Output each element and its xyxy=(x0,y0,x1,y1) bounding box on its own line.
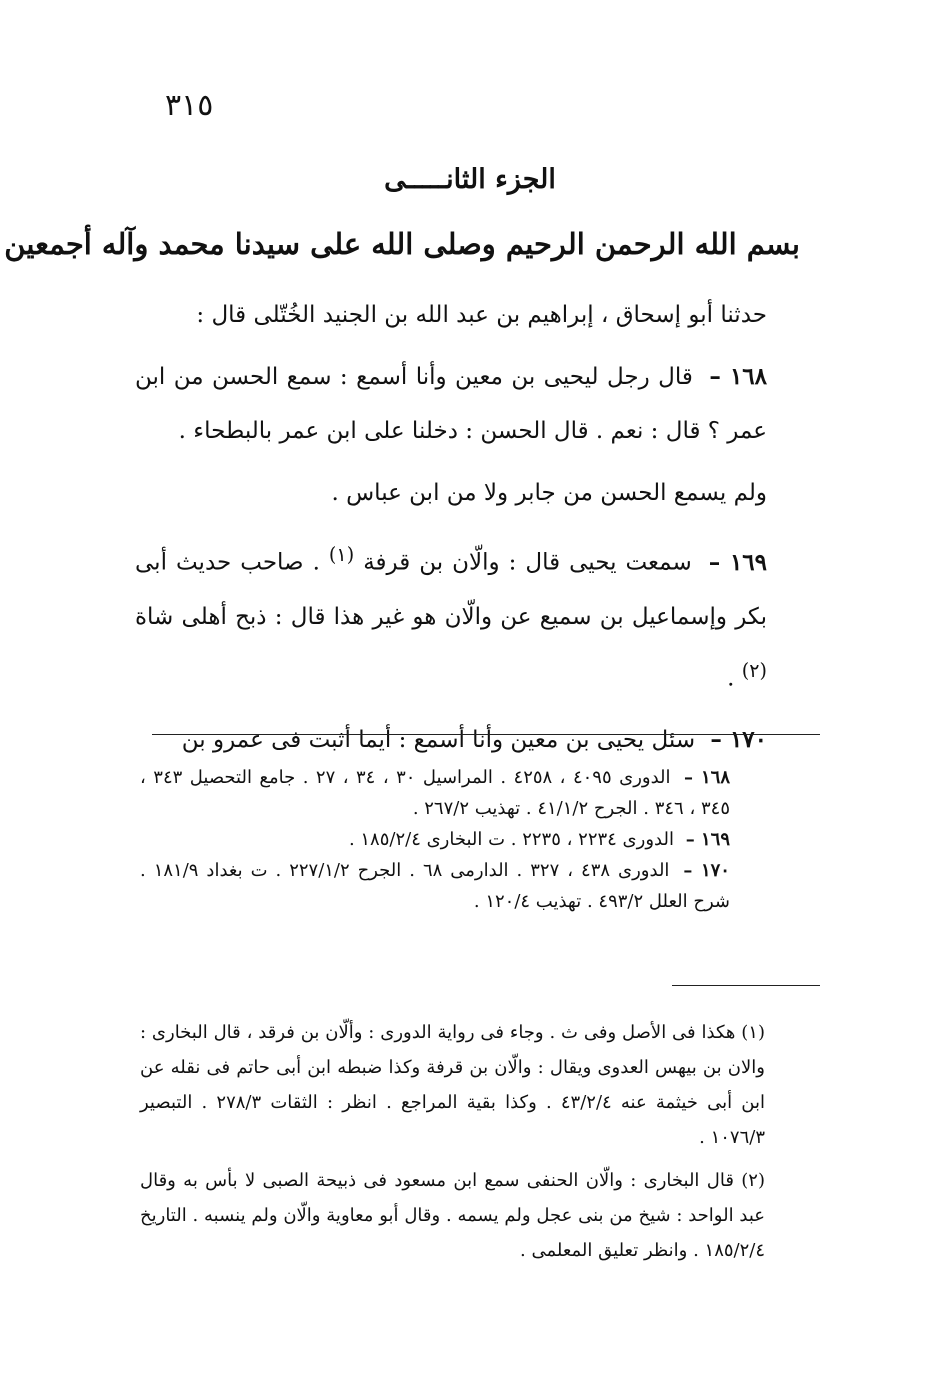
entry-text: قال رجل ليحيى بن معين وأنا أسمع : سمع الحسن من ابن عمر ؟ قال : نعم . قال الحسن : دخلنا على ابن عمر بالبطحاء . xyxy=(135,364,767,444)
reference-text: الدورى ٢٢٣٤ ، ٢٢٣٥ . ت البخارى ١٨٥/٢/٤ . xyxy=(348,829,674,850)
footnotes-block xyxy=(140,1015,785,1276)
reference-number: ١٦٩ – xyxy=(685,829,730,850)
reference-number: ١٦٨ – xyxy=(683,767,731,788)
footnote-text: هكذا فى الأصل وفى ث . وجاء فى رواية الدورى : وألّان بن فرقد ، قال البخارى : والان بن بيهس العدوى ويقال : والّان بن قرفة وكذا ضبطه ابن أبى حاتم فى نقله عن ابن أبى خيثمة عنه ٤٣/٢/٤ . وكذا بقية المراجع . انظر : الثقات ٢٧٨/٣ . التبصير ١٠٧٦/٣ . xyxy=(140,1022,765,1148)
reference-170 xyxy=(140,855,785,917)
entry-text: سئل يحيى بن معين وأنا أسمع : أيما أثبت فى عمرو بن xyxy=(181,727,696,754)
part-title: الجزء الثانـــــى xyxy=(384,164,556,195)
entry-number: ١٦٩ – xyxy=(708,548,768,576)
main-text xyxy=(135,288,817,775)
reference-text: الدورى ٤٣٨ ، ٣٢٧ . الدارمى ٦٨ . الجرح ٢٢٧/١/٢ . ت بغداد ١٨١/٩ . شرح العلل ٤٩٣/٢ . تهذيب ١٢٠/٤ . xyxy=(140,860,730,912)
footnote-2 xyxy=(140,1163,785,1268)
entry-169 xyxy=(135,528,817,705)
reference-number: ١٧٠ – xyxy=(683,860,730,881)
isnad-intro: حدثنا أبو إسحاق ، إبراهيم بن عبد الله بن الجنيد الخُتّلى قال : xyxy=(196,302,767,328)
footnote-separator-main xyxy=(152,734,820,735)
footnote-marker: (١) xyxy=(741,1022,765,1043)
entry-number: ١٦٨ – xyxy=(709,363,768,390)
footnote-ref: (١) xyxy=(328,543,355,566)
reference-text: الدورى ٤٠٩٥ ، ٤٢٥٨ . المراسيل ٣٠ ، ٣٤ ، ٢٧ . جامع التحصيل ٣٤٣ ، ٣٤٥ ، ٣٤٦ . الجرح ٤١/١/٢ . تهذيب ٢٦٧/٢ . xyxy=(140,767,730,819)
references-block xyxy=(140,762,785,917)
page-number: ٣١٥ xyxy=(165,88,214,123)
reference-168 xyxy=(140,762,785,824)
entry-text-end: . xyxy=(727,665,735,692)
basmala-heading: بسم الله الرحمن الرحيم وصلى الله على سيدنا محمد وآله أجمعين xyxy=(4,227,800,261)
entry-text-continued: . صاحب حديث أبى بكر وإسماعيل بن سميع عن والّان هو غير هذا قال : ذبح أهلى شاة xyxy=(135,549,767,630)
footnote-separator-short xyxy=(672,985,820,986)
reference-169 xyxy=(140,824,785,855)
footnote-marker: (٢) xyxy=(741,1170,765,1191)
footnote-1 xyxy=(140,1015,785,1155)
entry-text: سمعت يحيى قال : والّان بن قرفة xyxy=(363,549,692,576)
entry-168-extra: ولم يسمع الحسن من جابر ولا من ابن عباس . xyxy=(331,480,767,506)
footnote-text: قال البخارى : والّان الحنفى سمع ابن مسعود فى ذبيحة الصبى لا بأس به وقال عبد الواحد : شيخ من بنى عجل ولم يسمه . وقال أبو معاوية والّان ولم ينسبه . التاريخ ١٨٥/٢/٤ . وانظر تعليق المعلمى . xyxy=(140,1170,765,1261)
entry-170 xyxy=(135,713,817,767)
entry-number: ١٧٠ – xyxy=(710,726,767,754)
entry-168 xyxy=(135,350,817,458)
footnote-ref: (٢) xyxy=(741,658,767,682)
